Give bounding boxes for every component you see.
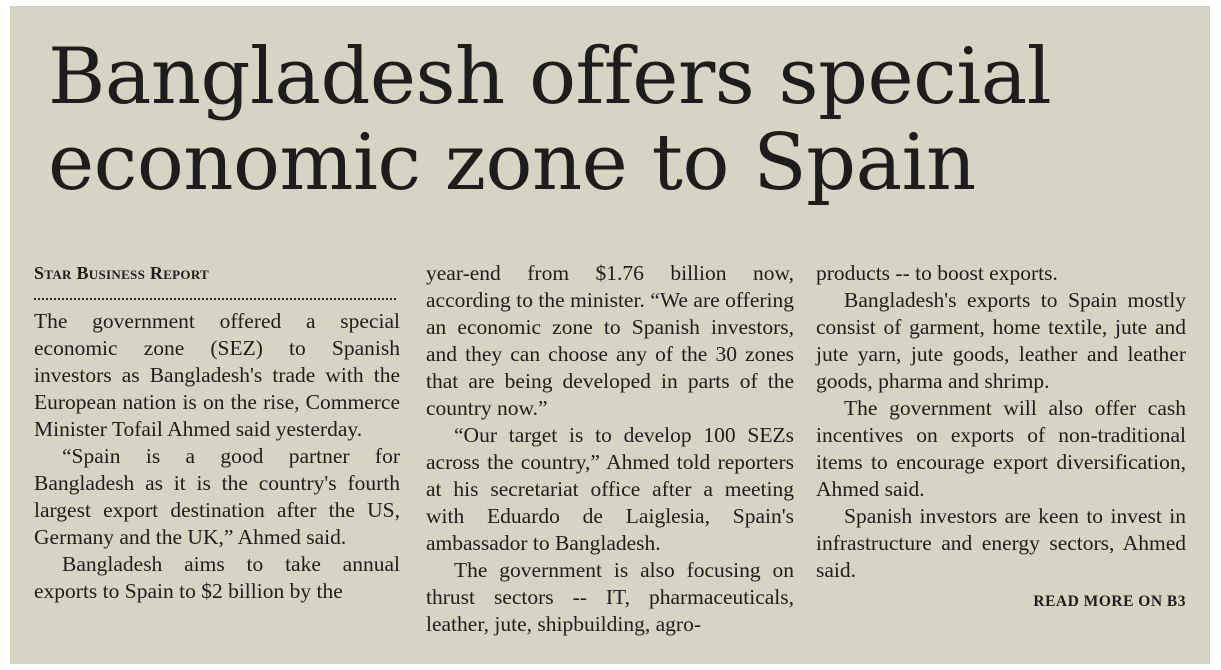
paragraph-1: The government offered a special economic zone (SEZ) to Spanish investors as Bangladesh's trade with the European nation is on the rise, Commerce Minister Tofail Ahmed said yesterday. [34, 309, 400, 441]
paragraph-3-start: Bangladesh aims to take annual exports to Spain to $2 billion by the [34, 552, 400, 603]
read-more-link[interactable]: READ MORE ON B3 [1033, 593, 1186, 610]
paragraph-2: “Spain is a good partner for Bangladesh as it is the country's fourth largest export destination after the US, Germany and the UK,” Ahmed said. [34, 444, 400, 549]
column-1 [34, 260, 400, 605]
paragraph-5-start: The government is also focusing on thrust sectors -- IT, pharmaceuticals, leather, jute, shipbuilding, agro- [426, 558, 794, 636]
byline: Star Business Report [34, 263, 210, 283]
byline-divider [34, 298, 396, 300]
column-3 [816, 260, 1186, 615]
paragraph-4: “Our target is to develop 100 SEZs across the country,” Ahmed told reporters at his secretariat office after a meeting with Eduardo de Laiglesia, Spain's ambassador to Bangladesh. [426, 423, 794, 555]
newspaper-clipping [10, 6, 1210, 664]
paragraph-3-end: year-end from $1.76 billion now, according to the minister. “We are offering an economic zone to Spanish investors, and they can choose any of the 30 zones that are being developed in parts of the country now.” [426, 261, 794, 420]
paragraph-6: Bangladesh's exports to Spain mostly consist of garment, home textile, jute and jute yarn, jute goods, leather and leather goods, pharma and shrimp. [816, 288, 1186, 393]
paragraph-8: Spanish investors are keen to invest in infrastructure and energy sectors, Ahmed said. [816, 504, 1186, 582]
paragraph-7: The government will also offer cash incentives on exports of non-traditional items to encourage export diversification, Ahmed said. [816, 396, 1186, 501]
column-2 [426, 260, 794, 638]
paragraph-5-end: products -- to boost exports. [816, 261, 1058, 285]
headline: Bangladesh offers special economic zone to Spain [48, 32, 1052, 208]
